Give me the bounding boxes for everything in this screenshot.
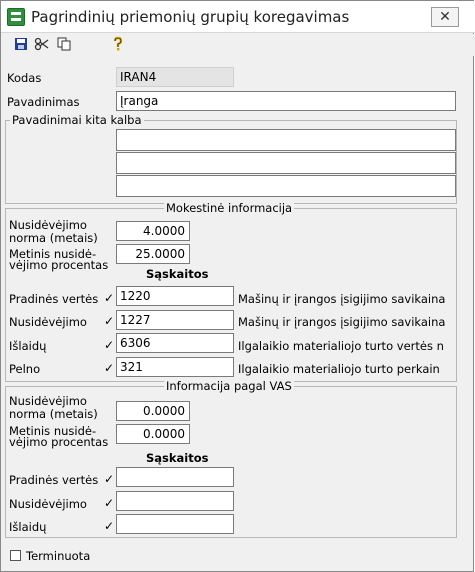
check-icon: ✓	[104, 496, 115, 510]
kodas-field[interactable]: IRAN4	[116, 67, 234, 87]
vas-norma-label-1: Nusidėvėjimo	[9, 394, 87, 408]
vas-proc-label-2: vėjimo procentas	[9, 435, 109, 449]
check-icon: ✓	[104, 314, 115, 328]
mok-account-desc: Ilgalaikio materialiojo turto vertės n	[238, 339, 444, 353]
vas-account-code[interactable]	[116, 514, 234, 534]
pavadinimas-label: Pavadinimas	[7, 95, 80, 109]
window-title: Pagrindinių priemonių grupių koregavimas	[31, 8, 350, 26]
title-bar	[1, 1, 475, 33]
mok-account-label: Nusidėvėjimo	[9, 315, 87, 329]
vas-saskaitos-title: Sąskaitos	[146, 451, 209, 465]
mok-account-desc: Ilgalaikio materialiojo turto perkain	[238, 362, 440, 376]
mok-proc-field[interactable]: 25.0000	[116, 244, 190, 264]
pavadinimas-field[interactable]: Įranga	[116, 91, 456, 111]
close-button[interactable]: ✕	[431, 7, 459, 27]
mokestine-title: Mokestinė informacija	[166, 201, 293, 215]
check-icon: ✓	[104, 361, 115, 375]
mok-proc-label-1: Metinis nusidė-	[9, 247, 97, 261]
app-icon	[7, 8, 25, 26]
vas-account-label: Pradinės vertės	[9, 473, 99, 487]
toolbar	[1, 34, 475, 56]
mok-account-code[interactable]: 1220	[116, 286, 234, 306]
kodas-label: Kodas	[7, 71, 42, 85]
vas-norma-field[interactable]: 0.0000	[116, 401, 190, 421]
kita-kalba-field-2[interactable]	[116, 152, 456, 174]
vas-norma-label-2: norma (metais)	[9, 407, 98, 421]
tools-icon[interactable]	[34, 37, 50, 53]
vas-title: Informacija pagal VAS	[166, 379, 292, 393]
vas-proc-label-1: Metinis nusidė-	[9, 424, 97, 438]
mok-saskaitos-title: Sąskaitos	[146, 267, 209, 281]
mok-account-code[interactable]: 1227	[116, 310, 234, 330]
copy-icon[interactable]	[56, 37, 72, 53]
mok-norma-label-2: norma (metais)	[9, 231, 98, 245]
mok-proc-label-2: vėjimo procentas	[9, 258, 109, 272]
mok-account-label: Pelno	[9, 362, 41, 376]
mok-account-label: Išlaidų	[9, 339, 47, 353]
mok-norma-field[interactable]: 4.0000	[116, 221, 190, 241]
save-icon[interactable]	[13, 37, 29, 53]
vas-account-label: Išlaidų	[9, 520, 47, 534]
mok-account-code[interactable]: 6306	[116, 333, 234, 353]
kita-kalba-field-3[interactable]	[116, 175, 456, 197]
mok-account-desc: Mašinų ir įrangos įsigijimo savikaina	[238, 315, 446, 329]
terminuota-checkbox[interactable]	[10, 550, 21, 561]
check-icon: ✓	[104, 338, 115, 352]
check-icon: ✓	[104, 472, 115, 486]
check-icon: ✓	[104, 291, 115, 305]
mok-account-code[interactable]: 321	[116, 357, 234, 377]
vas-account-label: Nusidėvėjimo	[9, 497, 87, 511]
check-icon: ✓	[104, 519, 115, 533]
mok-account-desc: Mašinų ir įrangos įsigijimo savikaina	[238, 292, 446, 306]
vas-account-code[interactable]	[116, 467, 234, 487]
mok-norma-label-1: Nusidėvėjimo	[9, 218, 87, 232]
mok-account-label: Pradinės vertės	[9, 292, 99, 306]
vas-account-code[interactable]	[116, 491, 234, 511]
help-icon[interactable]	[110, 37, 126, 53]
vas-proc-field[interactable]: 0.0000	[116, 424, 190, 444]
terminuota-label: Terminuota	[26, 549, 91, 563]
kita-kalba-field-1[interactable]	[116, 129, 456, 151]
kita-kalba-title: Pavadinimai kita kalba	[12, 113, 142, 127]
